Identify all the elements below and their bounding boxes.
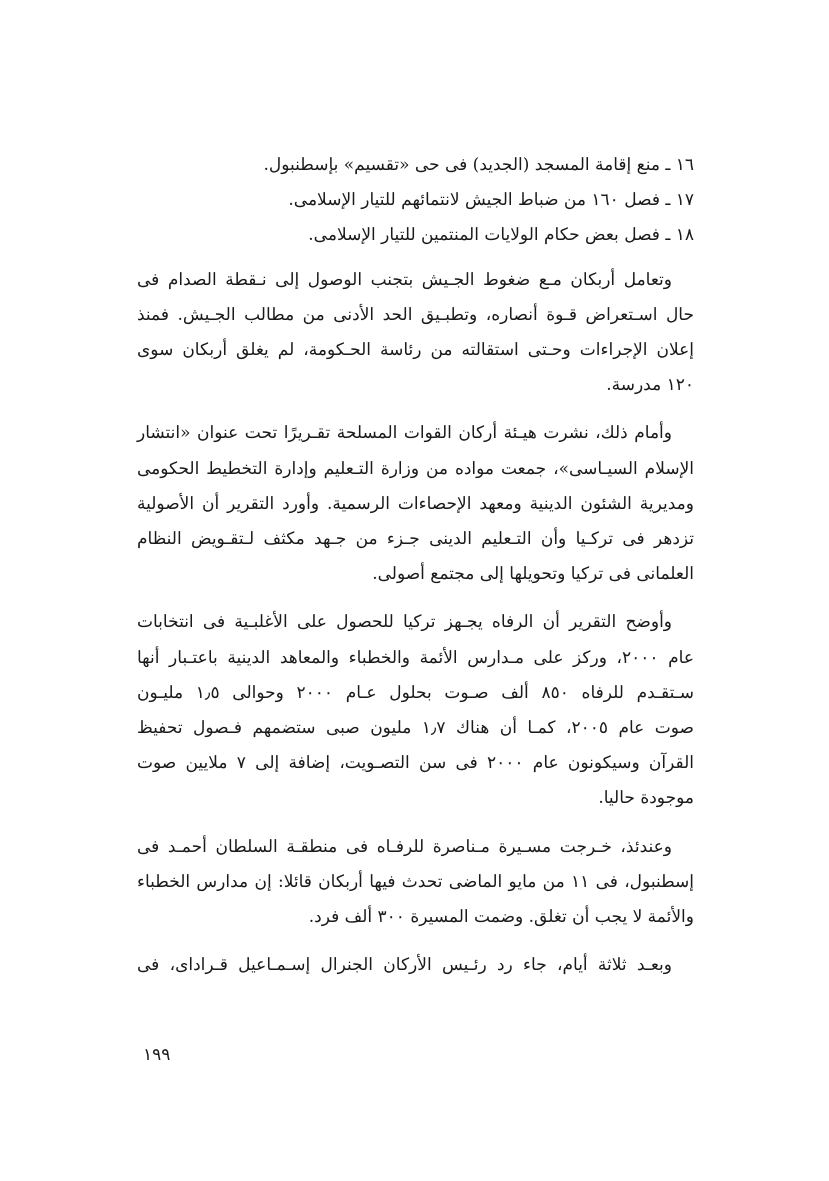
paragraph-erbakan-dealings — [137, 263, 694, 404]
text-line: ومديرية الشئون الدينية ومعهد الإحصاءات الرسمية. وأورد التقرير أن الأصولية — [137, 493, 694, 514]
text-line: موجودة حاليا. — [598, 788, 694, 809]
list-item-16: ١٦ ـ منع إقامة المسجد (الجديد) فى حى «تقسيم» بإسطنبول. — [263, 155, 694, 175]
text-line: وأوضح التقرير أن الرفاه يجـهز تركيا للحصول على الأغلبـية فى انتخابات — [137, 612, 672, 633]
text-line: وتعامل أربكان مـع ضغوط الجـيش بتجنب الوصول إلى نـقطة الصدام فى — [137, 269, 672, 290]
text-line: والأئمة لا يجب أن تغلق. وضمت المسيرة ٣٠٠ ألف فرد. — [308, 907, 694, 928]
text-line: القرآن وسيكونون عام ٢٠٠٠ فى سن التصـويت، إضافة إلى ٧ ملايين صوت — [137, 753, 694, 774]
text-line: سـتقـدم للرفاه ٨٥٠ ألف صـوت بحلول عـام ٢٠٠٠ وحوالى ١٫٥ مليـون — [137, 682, 694, 703]
text-line: وعندئذ، خـرجت مسـيرة مـناصرة للرفـاه فى منطقـة السلطان أحمـد فى — [137, 836, 672, 857]
paragraph-army-report — [137, 416, 694, 592]
page-number: ١٩٩ — [143, 1045, 171, 1065]
text-line: عام ٢٠٠٠، وركز على مـدارس الأئمة والخطباء والمعاهد الدينية باعتـبار أنها — [137, 647, 694, 668]
text-line: إعلان الإجراءات وحـتى استقالته من رئاسة الحـكومة، لم يغلق أربكان سوى — [137, 340, 694, 361]
text-line: تزدهر فى تركـيا وأن التـعليم الدينى جـزء من جـهد مكثف لـتقـويض النظام — [137, 529, 694, 550]
text-line: الإسلام السيـاسى»، جمعت مواده من وزارة التـعليم وإدارة التخطيط الحكومى — [137, 458, 694, 479]
list-item-17: ١٧ ـ فصل ١٦٠ من ضباط الجيش لانتمائهم للتيار الإسلامى. — [288, 190, 694, 211]
text-line: العلمانى فى تركيا وتحويلها إلى مجتمع أصولى. — [372, 564, 694, 585]
numbered-list — [137, 148, 694, 254]
text-line: حال اسـتعراض قـوة أنصاره، وتطبـيق الحد الأدنى من مطالب الجـيش. فمنذ — [137, 304, 694, 325]
paragraph-report-details — [137, 605, 694, 816]
text-line: وأمام ذلك، نشرت هيـئة أركان القوات المسلحة تقـريرًا تحت عنوان «انتشار — [137, 423, 672, 444]
paragraph-march — [137, 830, 694, 936]
text-line: وبعـد ثلاثة أيام، جاء رد رئـيس الأركان الجنرال إسـمـاعيل قـراداى، فى — [137, 955, 672, 976]
text-line: ١٢٠ مدرسة. — [606, 375, 694, 396]
text-line: صوت عام ٢٠٠٥، كمـا أن هناك ١٫٧ مليون صبى ستضمهم فـصول تحفيظ — [137, 718, 694, 739]
text-line: إسطنبول، فى ١١ من مايو الماضى تحدث فيها أربكان قائلا: إن مدارس الخطباء — [137, 871, 694, 892]
list-item-18: ١٨ ـ فصل بعض حكام الولايات المنتمين للتيار الإسلامى. — [308, 225, 694, 246]
paragraph-chief-of-staff — [137, 948, 694, 983]
body-text — [137, 148, 694, 996]
